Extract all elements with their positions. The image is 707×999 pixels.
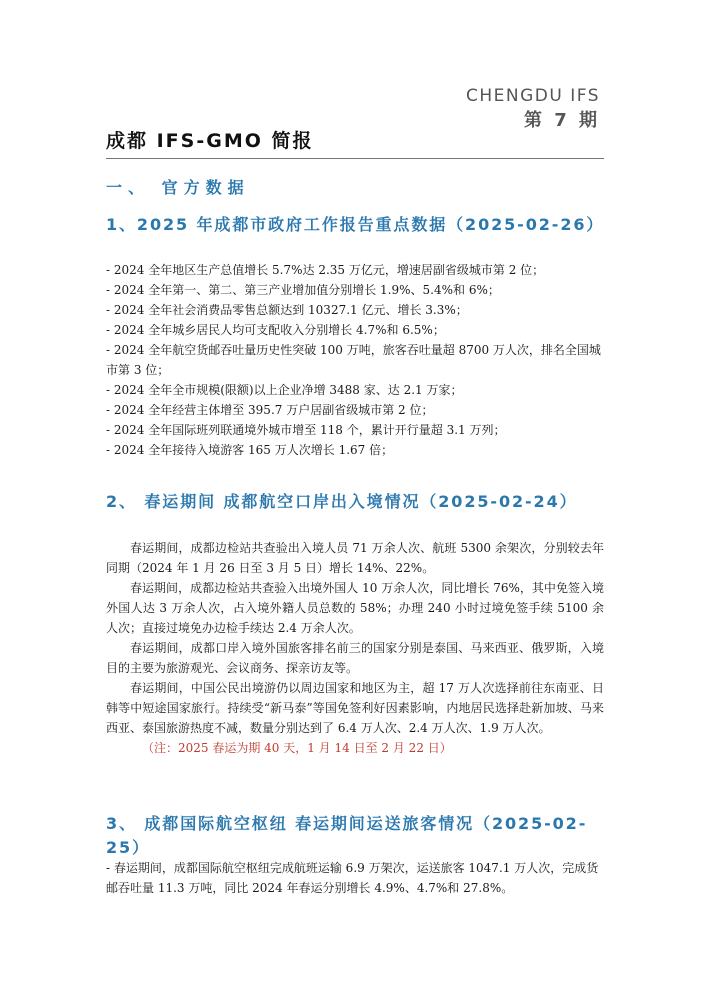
list-item: - 2024 全年城乡居民人均可支配收入分别增长 4.7%和 6.5%； [106, 323, 445, 337]
list-item: - 2024 全年国际班列联通境外城市增至 118 个，累计开行量超 3.1 万列； [106, 423, 506, 437]
list-item: - 春运期间，成都国际航空枢纽完成航班运输 6.9 万架次，运送旅客 1047.1 万人次，完成货邮吞吐量 11.3 万吨，同比 2024 年春运分别增长 4.9%、4.7%和 27.8%。 [106, 861, 599, 895]
document-title: 成都 IFS-GMO 简报 [106, 130, 314, 152]
paragraph: 春运期间，成都边检站共查验入出境外国人 10 万余人次，同比增长 76%，其中免签入境外国人达 3 万余人次，占入境外籍人员总数的 58%；办理 240 小时过境免签手续 5100 余人次；直接过境免办边检手续达 2.4 万余人次。 [106, 581, 604, 635]
title-divider [106, 158, 604, 159]
item-3-bullets [106, 858, 604, 898]
item-2-body [106, 538, 604, 758]
brand-label: CHENGDU IFS [465, 86, 600, 106]
item-1-heading: 1、2025 年成都市政府工作报告重点数据（2025-02-26） [106, 215, 605, 234]
paragraph: 春运期间，成都边检站共查验出入境人员 71 万余人次、航班 5300 余架次，分别较去年同期（2024 年 1 月 26 日至 3 月 5 日）增长 14%、22%。 [106, 541, 604, 575]
list-item: - 2024 全年接待入境游客 165 万人次增长 1.67 倍； [106, 443, 394, 457]
item-2-heading: 2、 春运期间 成都航空口岸出入境情况（2025-02-24） [106, 492, 578, 511]
list-item: - 2024 全年第一、第二、第三产业增加值分别增长 1.9%、5.4%和 6%； [106, 283, 500, 297]
paragraph: 春运期间，中国公民出境游仍以周边国家和地区为主，超 17 万人次选择前往东南亚、日韩等中短途国家旅行。持续受“新马泰”等国免签利好因素影响，内地居民选择赴新加坡、马来西亚、泰国旅游热度不减，数量分别达到了 6.4 万人次、2.4 万人次、1.9 万人次。 [106, 681, 604, 735]
issue-number: 第 7 期 [523, 110, 600, 131]
item-3-heading: 3、 成都国际航空枢纽 春运期间运送旅客情况（2025-02-25） [106, 814, 588, 857]
list-item: - 2024 全年地区生产总值增长 5.7%达 2.35 万亿元，增速居副省级城市第 2 位； [106, 263, 545, 277]
list-item: - 2024 全年社会消费品零售总额达到 10327.1 亿元、增长 3.3%； [106, 303, 468, 317]
section-heading: 一、 官方数据 [106, 178, 250, 197]
list-item: - 2024 全年航空货邮吞吐量历史性突破 100 万吨，旅客吞吐量超 8700 万人次，排名全国城市第 3 位； [106, 343, 601, 377]
paragraph: 春运期间，成都口岸入境外国旅客排名前三的国家分别是泰国、马来西亚、俄罗斯，入境目的主要为旅游观光、会议商务、探亲访友等。 [106, 641, 604, 675]
footnote: （注：2025 春运为期 40 天，1 月 14 日至 2 月 22 日） [142, 741, 452, 755]
list-item: - 2024 全年全市规模(限额)以上企业净增 3488 家、达 2.1 万家； [106, 383, 463, 397]
item-1-bullets [106, 260, 604, 460]
list-item: - 2024 全年经营主体增至 395.7 万户居副省级城市第 2 位； [106, 403, 434, 417]
